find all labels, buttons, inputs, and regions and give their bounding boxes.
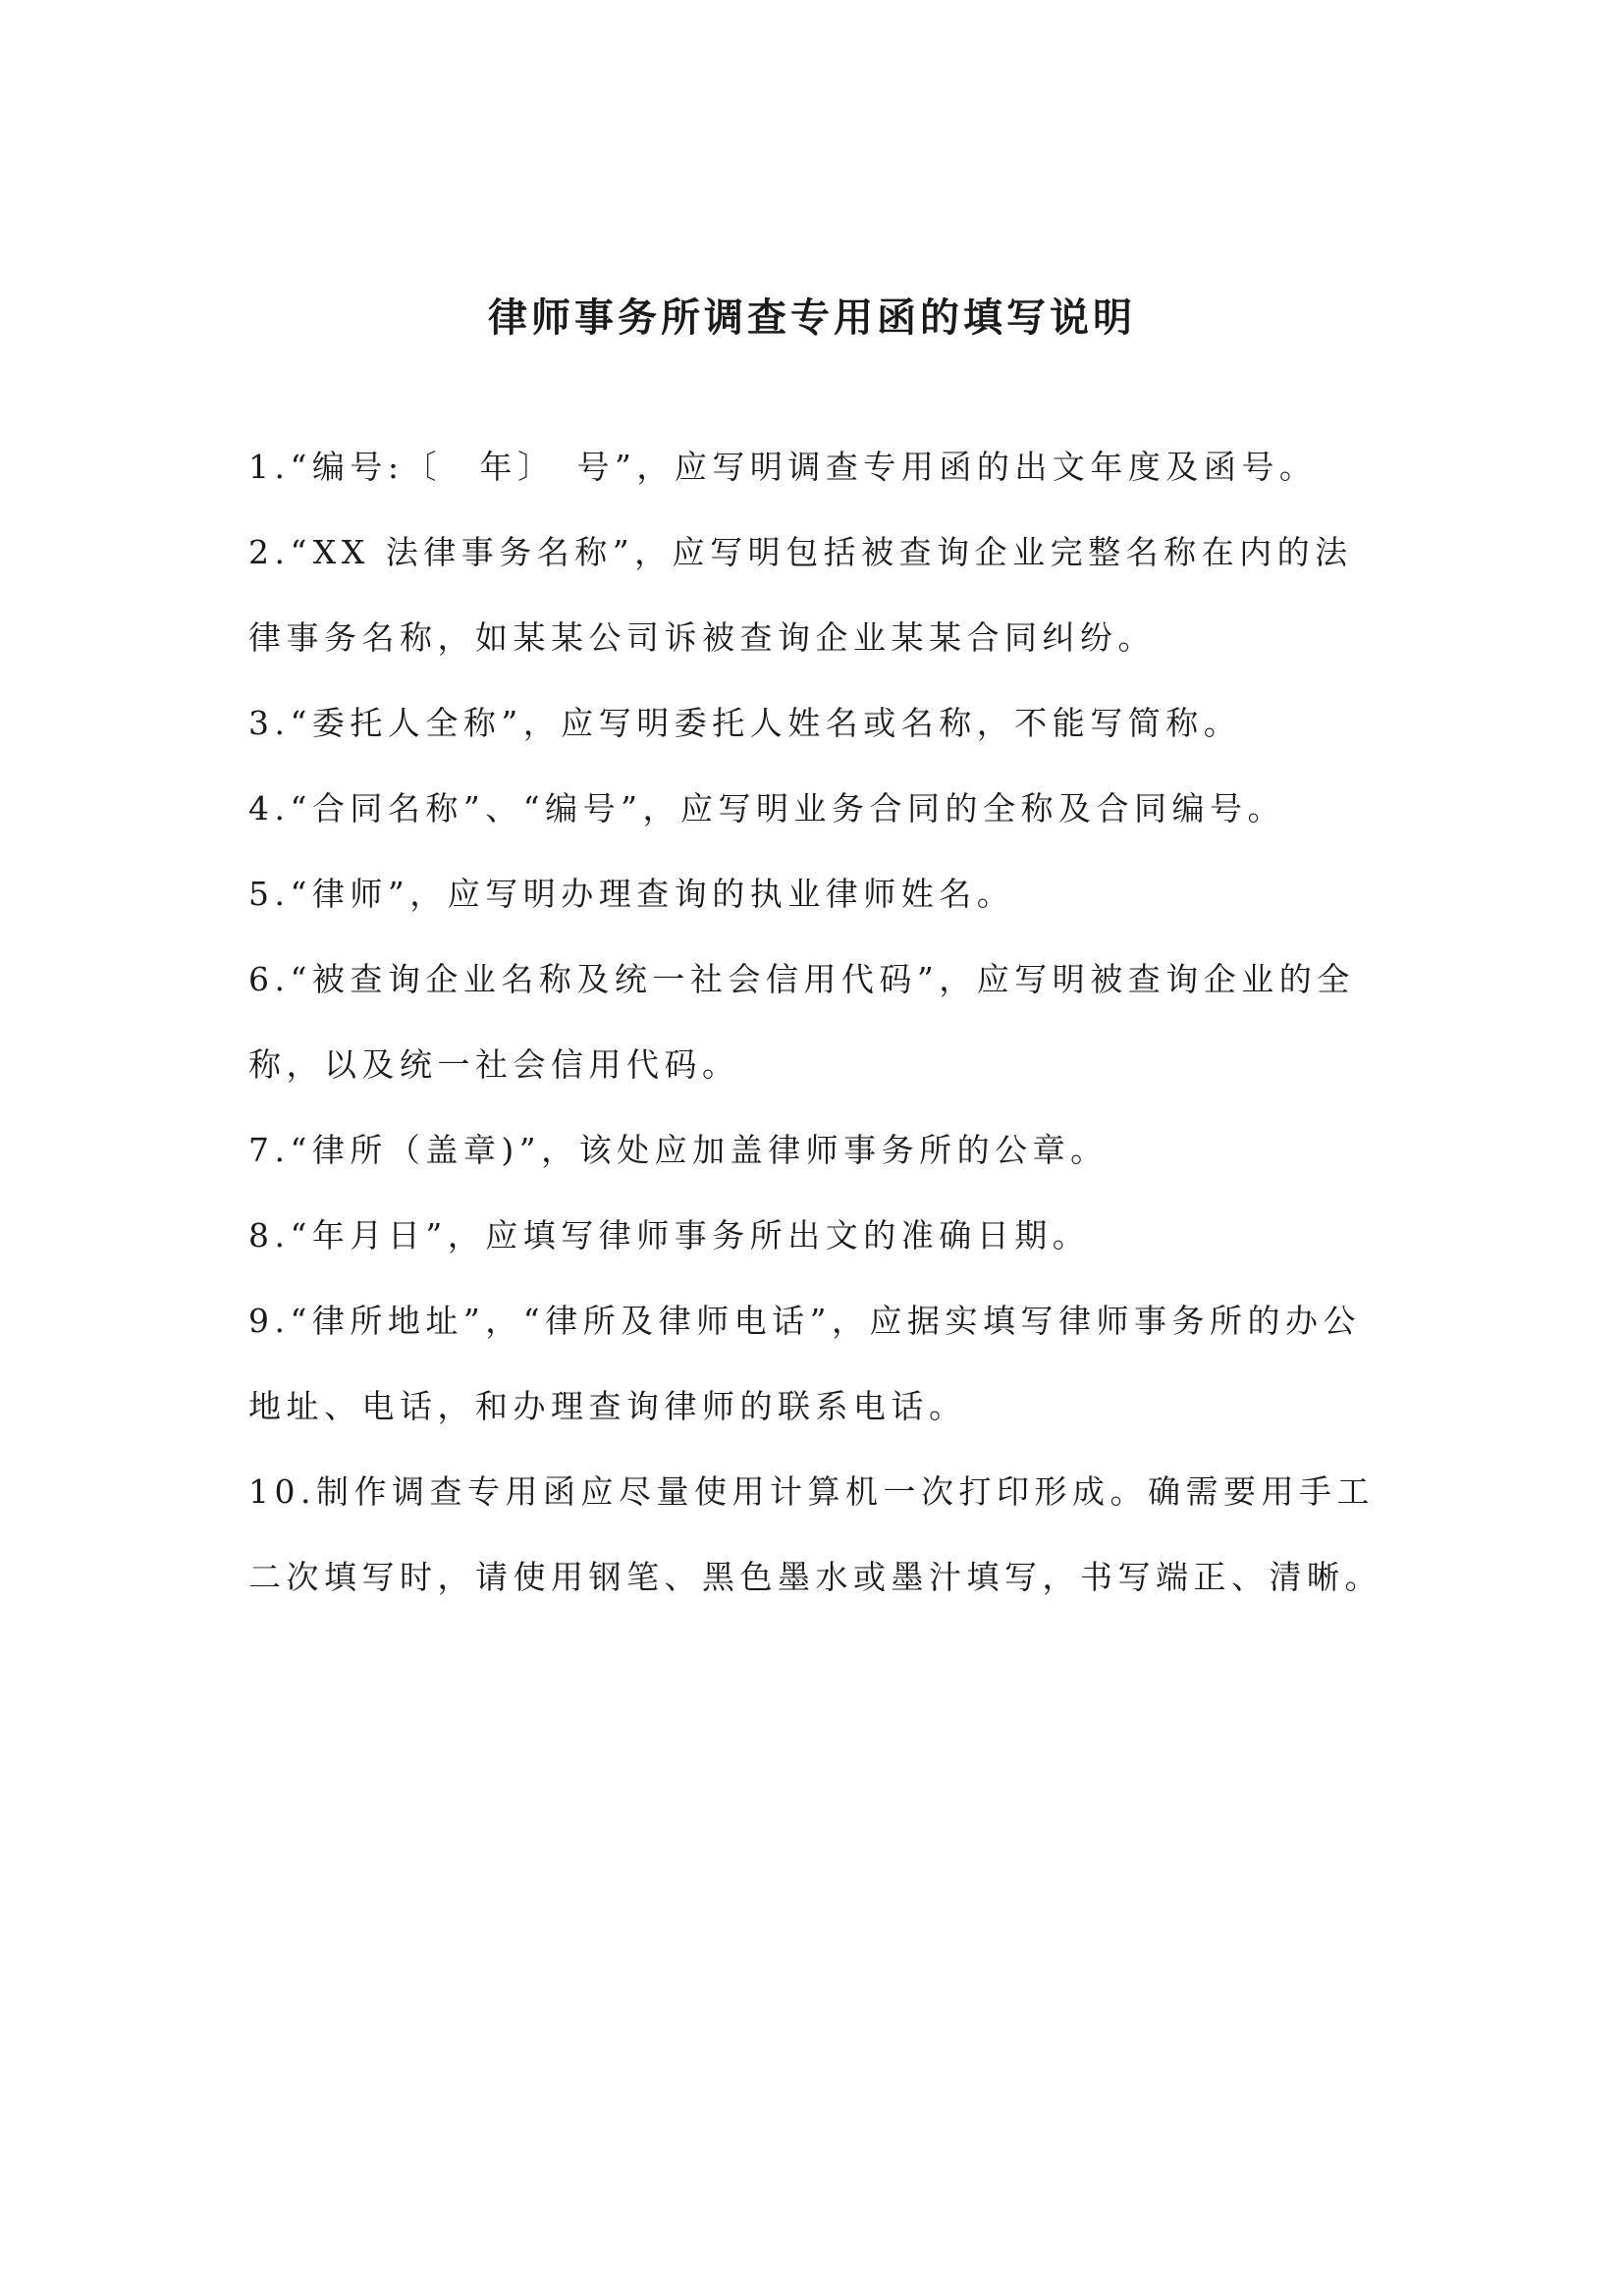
- instruction-list: [248, 424, 1387, 1620]
- instruction-item-9: 9.“律所地址”，“律所及律师电话”，应据实填写律师事务所的办公地址、电话，和办理查询律师的联系电话。: [248, 1302, 1361, 1425]
- instruction-item-5: 5.“律师”，应写明办理查询的执业律师姓名。: [248, 875, 1015, 913]
- instruction-item-8: 8.“年月日”，应填写律师事务所出文的准确日期。: [248, 1216, 1091, 1255]
- instruction-item-6: 6.“被查询企业名称及统一社会信用代码”，应写明被查询企业的全称，以及统一社会信用代码。: [248, 960, 1355, 1084]
- instruction-item-4: 4.“合同名称”、“编号”，应写明业务合同的全称及合同编号。: [248, 789, 1285, 828]
- instruction-item-2: 2.“XX 法律事务名称”，应写明包括被查询企业完整名称在内的法律事务名称，如某某公司诉被查询企业某某合同纠纷。: [248, 533, 1353, 657]
- instruction-item-1: 1.“编号:〔 年〕 号”，应写明调查专用函的出文年度及函号。: [248, 448, 1318, 486]
- instruction-item-7: 7.“律所（盖章)”，该处应加盖律师事务所的公章。: [248, 1131, 1109, 1169]
- document-title: 律师事务所调查专用函的填写说明: [488, 294, 1136, 341]
- instruction-item-3: 3.“委托人全称”，应写明委托人姓名或名称，不能写简称。: [248, 704, 1242, 742]
- instruction-item-10: 10.制作调查专用函应尽量使用计算机一次打印形成。确需要用手工二次填写时，请使用钢笔、黑色墨水或墨汁填写，书写端正、清晰。: [248, 1472, 1382, 1596]
